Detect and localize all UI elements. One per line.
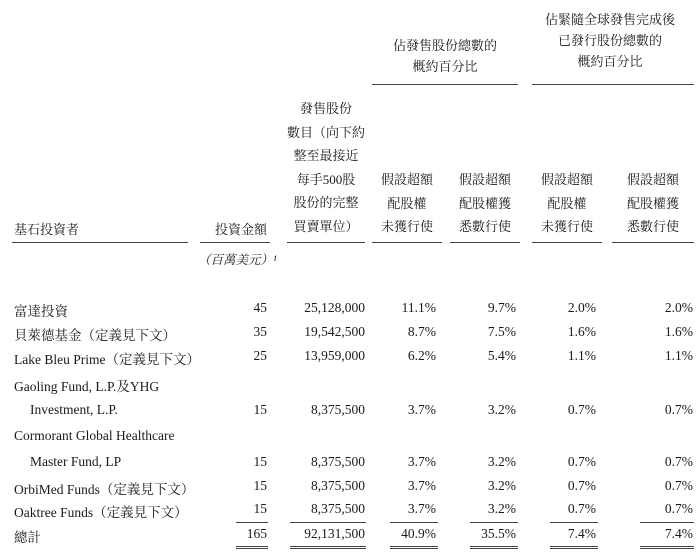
amount-unit: （百萬美元）¹ xyxy=(198,253,277,267)
amount-cell: 15 xyxy=(253,454,267,469)
p1-cell: 6.2% xyxy=(407,348,436,363)
shares-cell: 8,375,500 xyxy=(311,454,365,469)
total-shares: 92,131,500 xyxy=(304,526,365,541)
header-line: 配股權 xyxy=(547,195,587,211)
p3-cell: 0.7% xyxy=(567,454,596,469)
investor-name: 貝萊德基金（定義見下文） xyxy=(14,328,176,343)
p3-cell: 2.0% xyxy=(567,300,596,315)
group-rule-offer-shares xyxy=(372,84,518,85)
group-rule-post-offering xyxy=(532,84,694,85)
header-group-offer-shares xyxy=(370,35,520,77)
p2-cell: 9.7% xyxy=(487,300,516,315)
amount-cell: 15 xyxy=(253,478,267,493)
header-line: 已發行股份總數的 xyxy=(557,33,662,48)
header-line: 未獲行使 xyxy=(380,219,433,234)
investor-name: 富達投資 xyxy=(14,304,68,319)
header-line: 概約百分比 xyxy=(412,59,478,74)
total-rule-shares xyxy=(290,522,366,523)
header-line: 佔緊隨全球發售完成後 xyxy=(544,12,675,27)
header-p2-fully-exercised xyxy=(450,168,520,239)
header-line: 假設超額 xyxy=(626,172,679,187)
header-line: 假設超額 xyxy=(380,172,433,187)
p2-cell: 3.2% xyxy=(487,402,516,417)
total-double-rule xyxy=(550,546,598,549)
total-double-rule xyxy=(470,546,518,549)
header-rule-investor xyxy=(12,242,188,243)
header-rule-p2 xyxy=(450,242,520,243)
header-line: 概約百分比 xyxy=(577,54,643,69)
total-label: 總計 xyxy=(14,530,41,545)
amount-cell: 45 xyxy=(253,300,267,315)
p2-cell: 3.2% xyxy=(487,478,516,493)
total-rule-p2 xyxy=(470,522,518,523)
header-line: 每手500股 xyxy=(296,171,356,187)
amount-cell: 15 xyxy=(253,501,267,516)
header-line: 買賣單位） xyxy=(293,218,359,234)
header-line: 假設超額 xyxy=(540,172,593,187)
total-p4: 7.4% xyxy=(664,526,693,541)
investor-name: Cormorant Global Healthcare xyxy=(14,428,175,443)
total-amount: 165 xyxy=(246,526,267,541)
header-line: 配股權獲 xyxy=(626,195,679,211)
total-double-rule xyxy=(390,546,438,549)
header-line: 悉數行使 xyxy=(458,219,511,234)
header-rule-shares xyxy=(287,242,365,243)
shares-cell: 8,375,500 xyxy=(311,501,365,516)
shares-cell: 8,375,500 xyxy=(311,478,365,493)
amount-cell: 15 xyxy=(253,402,267,417)
p4-cell: 0.7% xyxy=(664,402,693,417)
shares-cell: 8,375,500 xyxy=(311,402,365,417)
p4-cell: 0.7% xyxy=(664,478,693,493)
total-p1: 40.9% xyxy=(401,526,436,541)
amount-cell: 35 xyxy=(253,324,267,339)
p1-cell: 11.1% xyxy=(401,300,436,315)
investor-name-continued: Master Fund, LP xyxy=(30,454,122,469)
shares-cell: 25,128,000 xyxy=(304,300,365,315)
header-line: 股份的完整 xyxy=(293,195,359,210)
header-line: 配股權 xyxy=(387,195,427,211)
investor-name-continued: Investment, L.P. xyxy=(30,402,118,417)
header-rule-p1 xyxy=(372,242,442,243)
header-line: 悉數行使 xyxy=(626,219,679,234)
header-line: 假設超額 xyxy=(458,172,511,187)
header-amount: 投資金額 xyxy=(214,222,267,237)
p3-cell: 0.7% xyxy=(567,402,596,417)
header-rule-amount xyxy=(200,242,270,243)
total-double-rule xyxy=(236,546,268,549)
p3-cell: 0.7% xyxy=(567,501,596,516)
p4-cell: 0.7% xyxy=(664,501,693,516)
total-p2: 35.5% xyxy=(481,526,516,541)
investor-name: Oaktree Funds（定義見下文） xyxy=(14,505,188,520)
p1-cell: 8.7% xyxy=(407,324,436,339)
header-p1-not-exercised xyxy=(372,168,442,239)
p4-cell: 2.0% xyxy=(664,300,693,315)
total-rule-p1 xyxy=(390,522,438,523)
header-line: 佔發售股份總數的 xyxy=(392,38,497,53)
header-rule-p3 xyxy=(532,242,602,243)
total-double-rule xyxy=(290,546,366,549)
investor-name: Lake Bleu Prime（定義見下文） xyxy=(14,352,200,367)
header-p4-fully-exercised xyxy=(614,168,692,239)
header-line: 未獲行使 xyxy=(540,219,593,234)
p2-cell: 3.2% xyxy=(487,501,516,516)
header-line: 整至最接近 xyxy=(293,148,359,163)
p2-cell: 7.5% xyxy=(487,324,516,339)
total-rule-p3 xyxy=(550,522,598,523)
total-double-rule xyxy=(640,546,694,549)
investor-name: OrbiMed Funds（定義見下文） xyxy=(14,482,195,497)
p1-cell: 3.7% xyxy=(407,501,436,516)
p1-cell: 3.7% xyxy=(407,402,436,417)
shares-cell: 19,542,500 xyxy=(304,324,365,339)
total-p3: 7.4% xyxy=(567,526,596,541)
total-rule-amount xyxy=(236,522,268,523)
amount-cell: 25 xyxy=(253,348,267,363)
p3-cell: 0.7% xyxy=(567,478,596,493)
header-shares xyxy=(285,97,367,238)
header-line: 發售股份 xyxy=(299,101,352,116)
header-group-post-offering xyxy=(525,9,695,72)
p1-cell: 3.7% xyxy=(407,478,436,493)
p2-cell: 3.2% xyxy=(487,454,516,469)
p3-cell: 1.6% xyxy=(567,324,596,339)
p1-cell: 3.7% xyxy=(407,454,436,469)
total-rule-p4 xyxy=(640,522,694,523)
shares-cell: 13,959,000 xyxy=(304,348,365,363)
p4-cell: 1.1% xyxy=(664,348,693,363)
p4-cell: 0.7% xyxy=(664,454,693,469)
p2-cell: 5.4% xyxy=(487,348,516,363)
p3-cell: 1.1% xyxy=(567,348,596,363)
header-p3-not-exercised xyxy=(532,168,602,239)
header-rule-p4 xyxy=(612,242,694,243)
p4-cell: 1.6% xyxy=(664,324,693,339)
header-line: 配股權獲 xyxy=(458,195,511,211)
header-line: 數目（向下約 xyxy=(286,124,365,140)
header-investor: 基石投資者 xyxy=(14,222,80,237)
investor-name: Gaoling Fund, L.P.及YHG xyxy=(14,379,160,394)
